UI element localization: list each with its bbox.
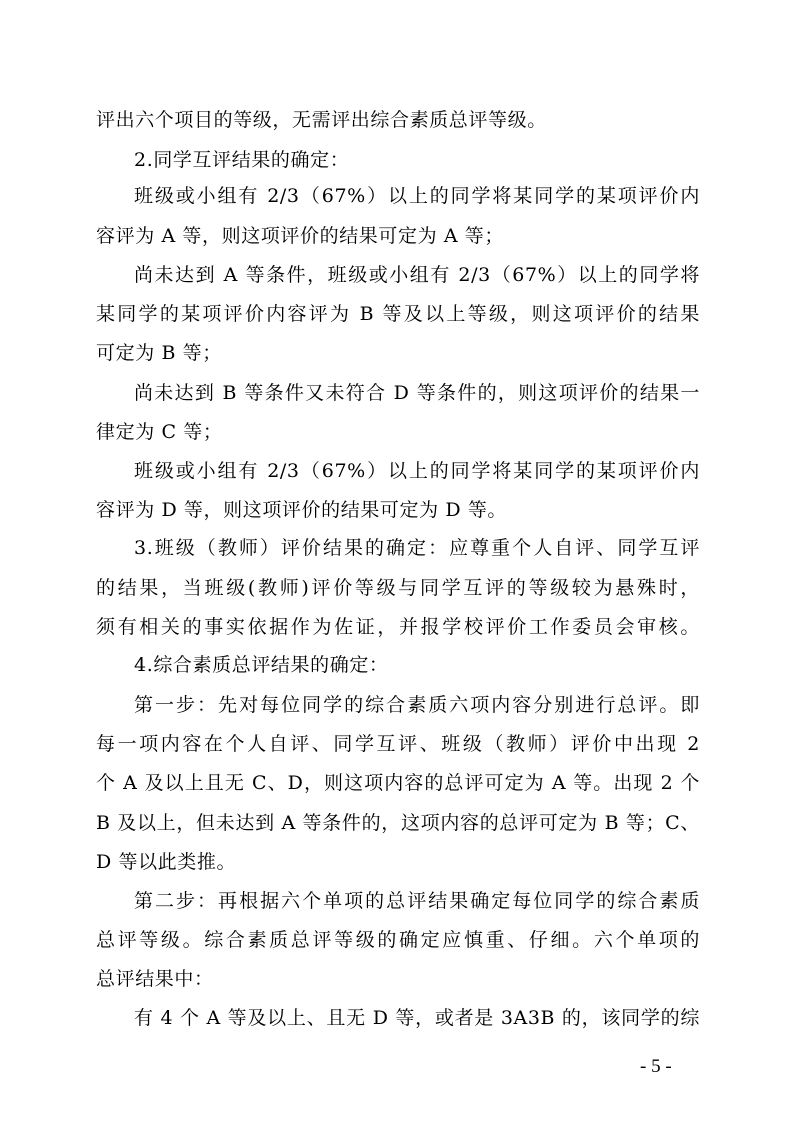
text-line-17: 每一项内容在个人自评、同学互评、班级（教师）评价中出现 2	[96, 733, 700, 755]
text-line-8: 尚未达到 B 等条件又未符合 D 等条件的，则这项评价的结果一	[134, 382, 700, 404]
heading-2-peer-evaluation: 2.同学互评结果的确定：	[134, 149, 350, 171]
text-line-16: 第一步：先对每位同学的综合素质六项内容分别进行总评。即	[134, 694, 700, 716]
heading-3-class-evaluation: 3.班级（教师）评价结果的确定：应尊重个人自评、同学互评	[134, 537, 700, 559]
text-line-14: 须有相关的事实依据作为佐证，并报学校评价工作委员会审核。	[96, 616, 700, 638]
text-line-9: 律定为 C 等；	[96, 421, 223, 443]
text-line-22: 总评等级。综合素质总评等级的确定应慎重、仔细。六个单项的	[96, 929, 700, 951]
text-line-7: 可定为 B 等；	[96, 342, 222, 364]
text-line-19: B 及以上，但未达到 A 等条件的，这项内容的总评可定为 B 等；C、	[96, 812, 700, 834]
text-line-24: 有 4 个 A 等及以上、且无 D 等，或者是 3A3B 的，该同学的综	[134, 1007, 700, 1029]
text-line-21: 第二步：再根据六个单项的总评结果确定每位同学的综合素质	[134, 890, 700, 912]
text-line-23: 总评结果中：	[96, 968, 214, 990]
text-line-5: 尚未达到 A 等条件，班级或小组有 2/3（67%）以上的同学将	[134, 264, 700, 286]
text-line-11: 容评为 D 等，则这项评价的结果可定为 D 等。	[96, 499, 508, 521]
text-line-6: 某同学的某项评价内容评为 B 等及以上等级，则这项评价的结果	[96, 303, 700, 325]
text-line-10: 班级或小组有 2/3（67%）以上的同学将某同学的某项评价内	[134, 460, 700, 482]
text-line-4: 容评为 A 等，则这项评价的结果可定为 A 等；	[96, 225, 505, 247]
text-line-20: D 等以此类推。	[96, 851, 237, 873]
text-line-13: 的结果，当班级(教师)评价等级与同学互评的等级较为悬殊时，	[96, 577, 700, 599]
text-line-1: 评出六个项目的等级，无需评出综合素质总评等级。	[96, 109, 547, 131]
text-line-3: 班级或小组有 2/3（67%）以上的同学将某同学的某项评价内	[134, 185, 700, 207]
heading-4-overall-evaluation: 4.综合素质总评结果的确定：	[134, 654, 389, 676]
text-line-18: 个 A 及以上且无 C、D，则这项内容的总评可定为 A 等。出现 2 个	[96, 772, 700, 794]
page-number: - 5 -	[640, 1056, 672, 1077]
